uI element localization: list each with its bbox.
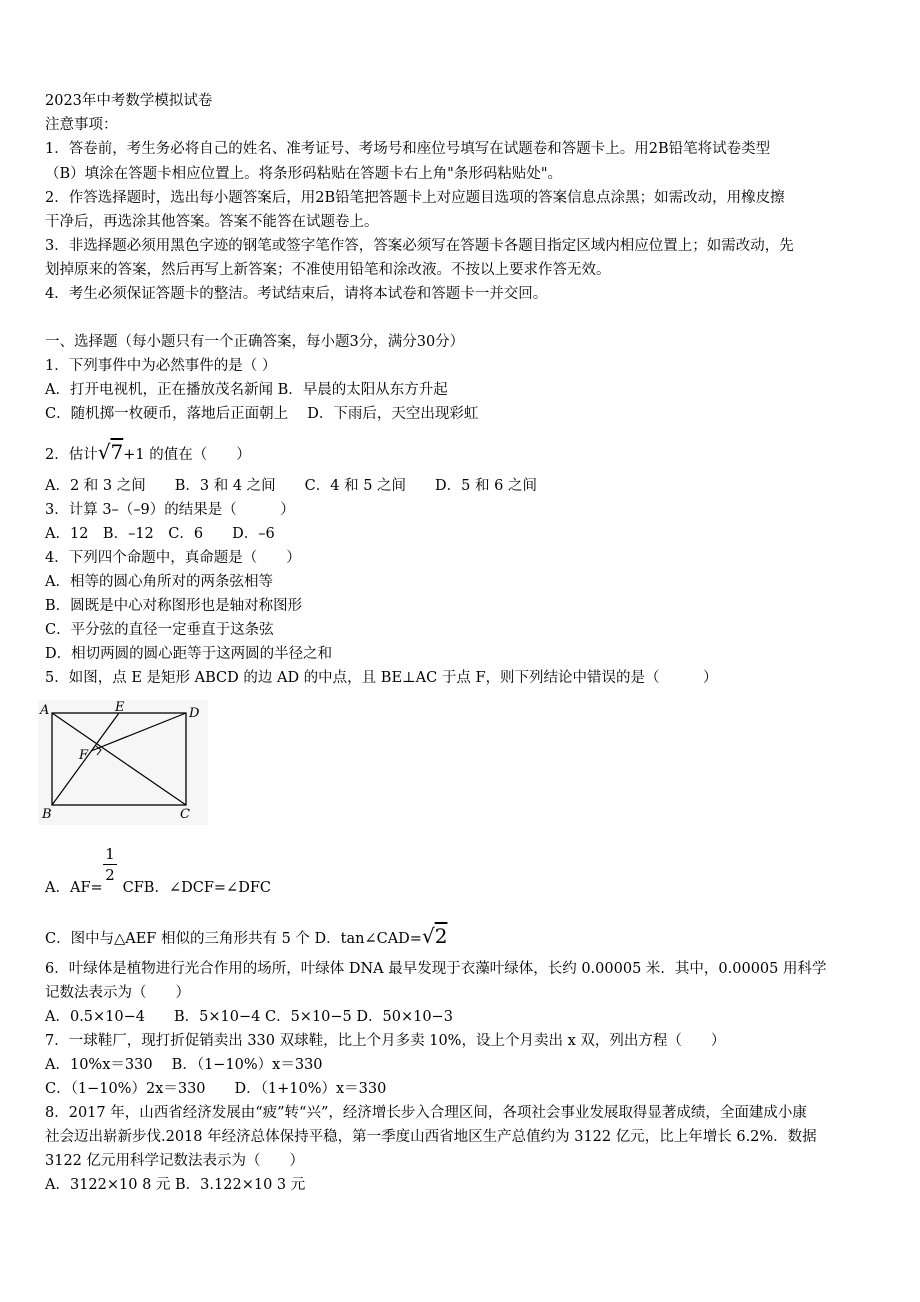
q5-stem: 5．如图，点 E 是矩形 ABCD 的边 AD 的中点，且 BE⊥AC 于点 F，则下列结论中错误的是（ ） <box>45 670 718 686</box>
q8-stem-line1: 8．2017 年，山西省经济发展由“疲”转“兴”，经济增长步入合理区间，各项社会事业发展取得显著成绩，全面建成小康 <box>45 1105 807 1121</box>
q7-options-cd: C．（1−10%）2x＝330 D．（1+10%）x＝330 <box>45 1081 387 1097</box>
rectangle-figure <box>38 700 208 825</box>
q3-options: A．12 B．–12 C．6 D．–6 <box>45 526 275 542</box>
fraction-bar <box>103 864 117 865</box>
q7-options-ab: A．10%x＝330 B．（1−10%）x＝330 <box>45 1057 323 1073</box>
sqrt-symbol: √ <box>97 440 111 464</box>
section-heading: 一、选择题（每小题只有一个正确答案，每小题3分，满分30分） <box>45 334 465 350</box>
q8-stem-line2: 社会迈出崭新步伐.2018 年经济总体保持平稳，第一季度山西省地区生产总值约为 3122 亿元，比上年增长 6.2%．数据 <box>45 1129 817 1145</box>
q2-stem-prefix: 2．估计 <box>45 447 98 463</box>
q2-options: A．2 和 3 之间 B．3 和 4 之间 C．4 和 5 之间 D．5 和 6 之间 <box>45 478 537 494</box>
fraction-numerator: 1 <box>105 845 115 863</box>
q8-stem-line3: 3122 亿元用科学记数法表示为（ ） <box>45 1153 305 1169</box>
notice-line: 1．答卷前，考生务必将自己的姓名、准考证号、考场号和座位号填写在试题卷和答题卡上。用2B铅笔将试卷类型 <box>45 141 771 157</box>
notice-line: 干净后，再选涂其他答案。答案不能答在试题卷上。 <box>45 214 379 230</box>
label-e: E <box>115 700 125 715</box>
q5-option-a-suffix: CFB．∠DCF=∠DFC <box>122 880 271 896</box>
notice-line: 3．非选择题必须用黑色字迹的钢笔或签字笔作答，答案必须写在答题卡各题目指定区域内相应位置上；如需改动，先 <box>45 238 794 254</box>
fraction-denominator: 2 <box>105 866 115 884</box>
notice-heading: 注意事项： <box>45 117 118 133</box>
q4-stem: 4．下列四个命题中，真命题是（ ） <box>45 550 301 566</box>
label-b: B <box>42 807 52 822</box>
q6-options: A．0.5×10−4 B．5×10−4 C．5×10−5 D．50×10−3 <box>45 1009 453 1025</box>
exam-title: 2023年中考数学模拟试卷 <box>45 93 213 109</box>
label-c: C <box>180 807 190 822</box>
q2-stem-suffix: +1 的值在（ ） <box>123 447 251 463</box>
notice-line: 4．考生必须保证答题卡的整洁。考试结束后，请将本试卷和答题卡一并交回。 <box>45 286 548 302</box>
q7-stem: 7．一球鞋厂，现打折促销卖出 330 双球鞋，比上个月多卖 10%，设上个月卖出 x 双，列出方程（ ） <box>45 1033 726 1049</box>
label-a: A <box>40 703 50 718</box>
sqrt-symbol: √ <box>421 924 435 948</box>
q4-option-c: C．平分弦的直径一定垂直于这条弦 <box>45 622 274 638</box>
q5-option-cd-text: C．图中与△AEF 相似的三角形共有 5 个 D．tan∠CAD= <box>45 931 422 947</box>
q1-options-ab: A．打开电视机，正在播放茂名新闻 B．早晨的太阳从东方升起 <box>45 382 448 398</box>
q2-radicand: 7 <box>110 440 124 464</box>
label-f: F <box>79 748 89 763</box>
q5-option-a-prefix: A．AF= <box>45 880 103 896</box>
q5-options-ab <box>45 878 271 898</box>
q4-option-b: B．圆既是中心对称图形也是轴对称图形 <box>45 598 303 614</box>
notice-line: 2．作答选择题时，选出每小题答案后，用2B铅笔把答题卡上对应题目选项的答案信息点涂黑；如需改动，用橡皮擦 <box>45 190 785 206</box>
q1-options-cd: C．随机掷一枚硬币，落地后正面朝上 D．下雨后，天空出现彩虹 <box>45 406 479 422</box>
q6-stem-line2: 记数法表示为（ ） <box>45 985 190 1001</box>
notice-line: （B）填涂在答题卡相应位置上。将条形码粘贴在答题卡右上角"条形码粘贴处"。 <box>45 166 562 182</box>
q4-option-d: D．相切两圆的圆心距等于这两圆的半径之和 <box>45 646 333 662</box>
q5-radicand: 2 <box>434 924 448 948</box>
label-d: D <box>189 706 200 721</box>
q8-options-ab: A．3122×10 8 元 B．3.122×10 3 元 <box>45 1177 306 1193</box>
q3-stem: 3．计算 3–（–9）的结果是（ ） <box>45 502 295 518</box>
q5-options-cd <box>45 926 447 949</box>
q2-stem <box>45 442 251 465</box>
q4-option-a: A．相等的圆心角所对的两条弦相等 <box>45 574 273 590</box>
notice-line: 划掉原来的答案，然后再写上新答案；不准使用铅笔和涂改液。不按以上要求作答无效。 <box>45 262 611 278</box>
q1-stem: 1．下列事件中为必然事件的是（ ） <box>45 358 277 374</box>
q6-stem-line1: 6．叶绿体是植物进行光合作用的场所，叶绿体 DNA 最早发现于衣藻叶绿体，长约 0.00005 米．其中，0.00005 用科学 <box>45 961 827 977</box>
